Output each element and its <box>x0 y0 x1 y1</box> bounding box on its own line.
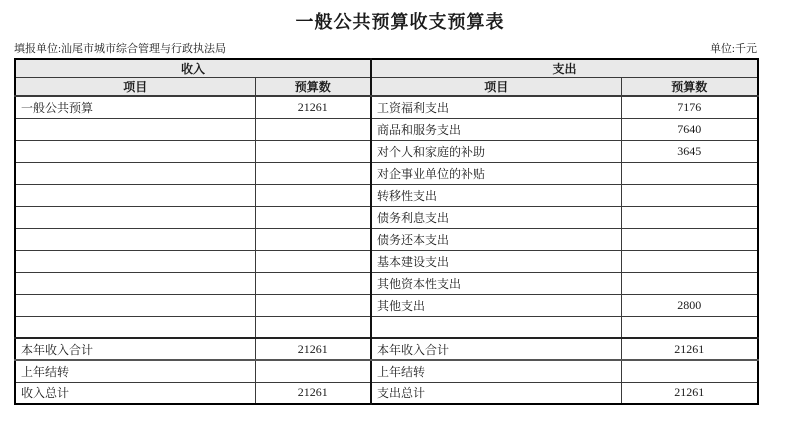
expenditure-budget-header: 预算数 <box>621 78 758 97</box>
budget-table <box>14 58 759 405</box>
expenditure-budget-cell <box>621 228 758 250</box>
income-item-cell <box>15 272 255 294</box>
income-budget-cell <box>255 250 371 272</box>
income-budget-cell <box>255 206 371 228</box>
income-budget-cell <box>255 118 371 140</box>
expenditure-item-cell: 基本建设支出 <box>371 250 621 272</box>
expenditure-item-cell: 商品和服务支出 <box>371 118 621 140</box>
expenditure-budget-cell <box>621 250 758 272</box>
income-budget-cell <box>255 360 371 382</box>
income-item-cell <box>15 206 255 228</box>
expenditure-budget-cell: 7176 <box>621 96 758 118</box>
expenditure-item-cell: 债务利息支出 <box>371 206 621 228</box>
income-item-header: 项目 <box>15 78 255 97</box>
table-row <box>15 338 758 360</box>
income-item-cell <box>15 250 255 272</box>
table-row <box>15 162 758 184</box>
income-group-header: 收入 <box>15 59 371 78</box>
expenditure-budget-cell: 3645 <box>621 140 758 162</box>
table-row <box>15 184 758 206</box>
expenditure-item-cell: 对企事业单位的补贴 <box>371 162 621 184</box>
income-budget-cell <box>255 316 371 338</box>
income-item-cell <box>15 316 255 338</box>
expenditure-budget-cell <box>621 206 758 228</box>
income-item-cell <box>15 228 255 250</box>
table-body <box>15 96 758 404</box>
expenditure-item-cell: 转移性支出 <box>371 184 621 206</box>
page-title: 一般公共预算收支预算表 <box>295 12 505 32</box>
table-row <box>15 250 758 272</box>
income-budget-cell <box>255 140 371 162</box>
income-item-cell <box>15 118 255 140</box>
income-item-cell <box>15 162 255 184</box>
expenditure-item-header: 项目 <box>371 78 621 97</box>
expenditure-budget-cell <box>621 360 758 382</box>
table-row <box>15 206 758 228</box>
expenditure-item-cell <box>371 316 621 338</box>
expenditure-item-cell: 支出总计 <box>371 382 621 404</box>
income-item-cell <box>15 140 255 162</box>
meta-row <box>14 40 757 56</box>
expenditure-item-cell: 其他资本性支出 <box>371 272 621 294</box>
expenditure-budget-cell: 7640 <box>621 118 758 140</box>
table-row <box>15 294 758 316</box>
expenditure-budget-cell <box>621 162 758 184</box>
income-item-cell: 一般公共预算 <box>15 96 255 118</box>
income-budget-cell: 21261 <box>255 382 371 404</box>
table-row <box>15 382 758 404</box>
group-header-row <box>15 59 758 78</box>
table-header <box>15 59 758 96</box>
expenditure-item-cell: 工资福利支出 <box>371 96 621 118</box>
unit-label: 单位:千元 <box>709 43 757 55</box>
table-row <box>15 140 758 162</box>
expenditure-group-header: 支出 <box>371 59 758 78</box>
income-budget-cell: 21261 <box>255 96 371 118</box>
expenditure-budget-cell <box>621 272 758 294</box>
table-row <box>15 316 758 338</box>
income-budget-cell <box>255 162 371 184</box>
table-row <box>15 360 758 382</box>
income-item-cell <box>15 294 255 316</box>
expenditure-budget-cell: 21261 <box>621 382 758 404</box>
income-budget-cell <box>255 184 371 206</box>
table-row <box>15 272 758 294</box>
expenditure-item-cell: 债务还本支出 <box>371 228 621 250</box>
income-budget-cell: 21261 <box>255 338 371 360</box>
income-item-cell: 上年结转 <box>15 360 255 382</box>
table-row <box>15 228 758 250</box>
income-item-cell: 收入总计 <box>15 382 255 404</box>
expenditure-item-cell: 上年结转 <box>371 360 621 382</box>
reporting-unit-label: 填报单位:汕尾市城市综合管理与行政执法局 <box>14 43 227 55</box>
income-budget-cell <box>255 228 371 250</box>
expenditure-budget-cell <box>621 316 758 338</box>
table-row <box>15 96 758 118</box>
expenditure-budget-cell: 21261 <box>621 338 758 360</box>
income-item-cell: 本年收入合计 <box>15 338 255 360</box>
income-budget-header: 预算数 <box>255 78 371 97</box>
income-item-cell <box>15 184 255 206</box>
expenditure-budget-cell <box>621 184 758 206</box>
expenditure-item-cell: 其他支出 <box>371 294 621 316</box>
column-header-row <box>15 78 758 97</box>
table-row <box>15 118 758 140</box>
expenditure-item-cell: 对个人和家庭的补助 <box>371 140 621 162</box>
expenditure-item-cell: 本年收入合计 <box>371 338 621 360</box>
income-budget-cell <box>255 294 371 316</box>
expenditure-budget-cell: 2800 <box>621 294 758 316</box>
income-budget-cell <box>255 272 371 294</box>
